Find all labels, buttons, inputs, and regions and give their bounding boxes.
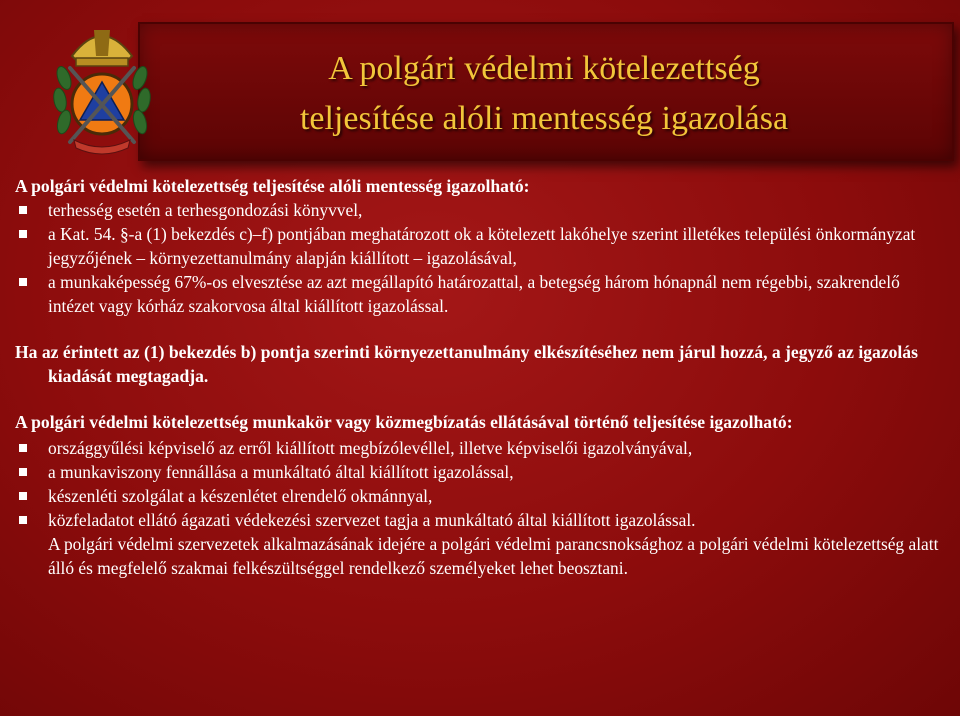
bullet-icon bbox=[19, 206, 27, 214]
bullet-icon bbox=[19, 468, 27, 476]
list-item-text: országgyűlési képviselő az erről kiállított megbízólevéllel, illetve képviselői igazolványával, bbox=[48, 438, 693, 458]
list-item-text: a munkaviszony fennállása a munkáltató által kiállított igazolással, bbox=[48, 462, 514, 482]
list-item bbox=[15, 222, 945, 270]
section1-list bbox=[15, 198, 945, 318]
list-item bbox=[15, 484, 945, 508]
slide-title-line-1: A polgári védelmi kötelezettség bbox=[328, 50, 760, 87]
slide-content bbox=[15, 174, 945, 580]
list-item-text: a munkaképesség 67%-os elvesztése az azt megállapító határozattal, a betegség három hónapnál nem régebbi, szakrendelő intézet vagy kórház szakorvosa által kiállított igazolással. bbox=[48, 272, 900, 316]
bullet-icon bbox=[19, 278, 27, 286]
list-item-text: készenléti szolgálat a készenlétet elrendelő okmánnyal, bbox=[48, 486, 433, 506]
list-item bbox=[15, 460, 945, 484]
section2-text: Ha az érintett az (1) bekezdés b) pontja szerinti környezettanulmány elkészítéséhez nem járul hozzá, a jegyző az igazolás kiadását megtagadja. bbox=[15, 342, 918, 386]
bullet-icon bbox=[19, 444, 27, 452]
bullet-icon bbox=[19, 492, 27, 500]
section1-heading: A polgári védelmi kötelezettség teljesítése alóli mentesség igazolható: bbox=[15, 176, 530, 196]
section3-list bbox=[15, 436, 945, 532]
list-item-text: közfeladatot ellátó ágazati védekezési szervezet tagja a munkáltató által kiállított igazolással. bbox=[48, 510, 696, 530]
section3-heading: A polgári védelmi kötelezettség munkakör vagy közmegbízatás ellátásával történő teljesítése igazolható: bbox=[15, 412, 793, 432]
list-item-text: terhesség esetén a terhesgondozási könyvvel, bbox=[48, 200, 363, 220]
list-item bbox=[15, 508, 945, 532]
slide-title-line-2: teljesítése alóli mentesség igazolása bbox=[299, 100, 789, 137]
list-item bbox=[15, 436, 945, 460]
list-item-text: a Kat. 54. §-a (1) bekezdés c)–f) pontjában meghatározott ok a kötelezett lakóhelye szerint illetékes települési önkormányzat jegyzőjének – környezettanulmány alapján kiállított – igazolásával, bbox=[48, 224, 916, 268]
list-item bbox=[15, 270, 945, 318]
bullet-icon bbox=[19, 230, 27, 238]
bullet-icon bbox=[19, 516, 27, 524]
section3-note: A polgári védelmi szervezetek alkalmazásának idejére a polgári védelmi parancsnoksághoz a polgári védelmi kötelezettség alatt álló és megfelelő szakmai felkészültséggel rendelkező személyeket lehet beosztani. bbox=[48, 534, 939, 578]
slide-title bbox=[138, 44, 950, 144]
list-item bbox=[15, 198, 945, 222]
